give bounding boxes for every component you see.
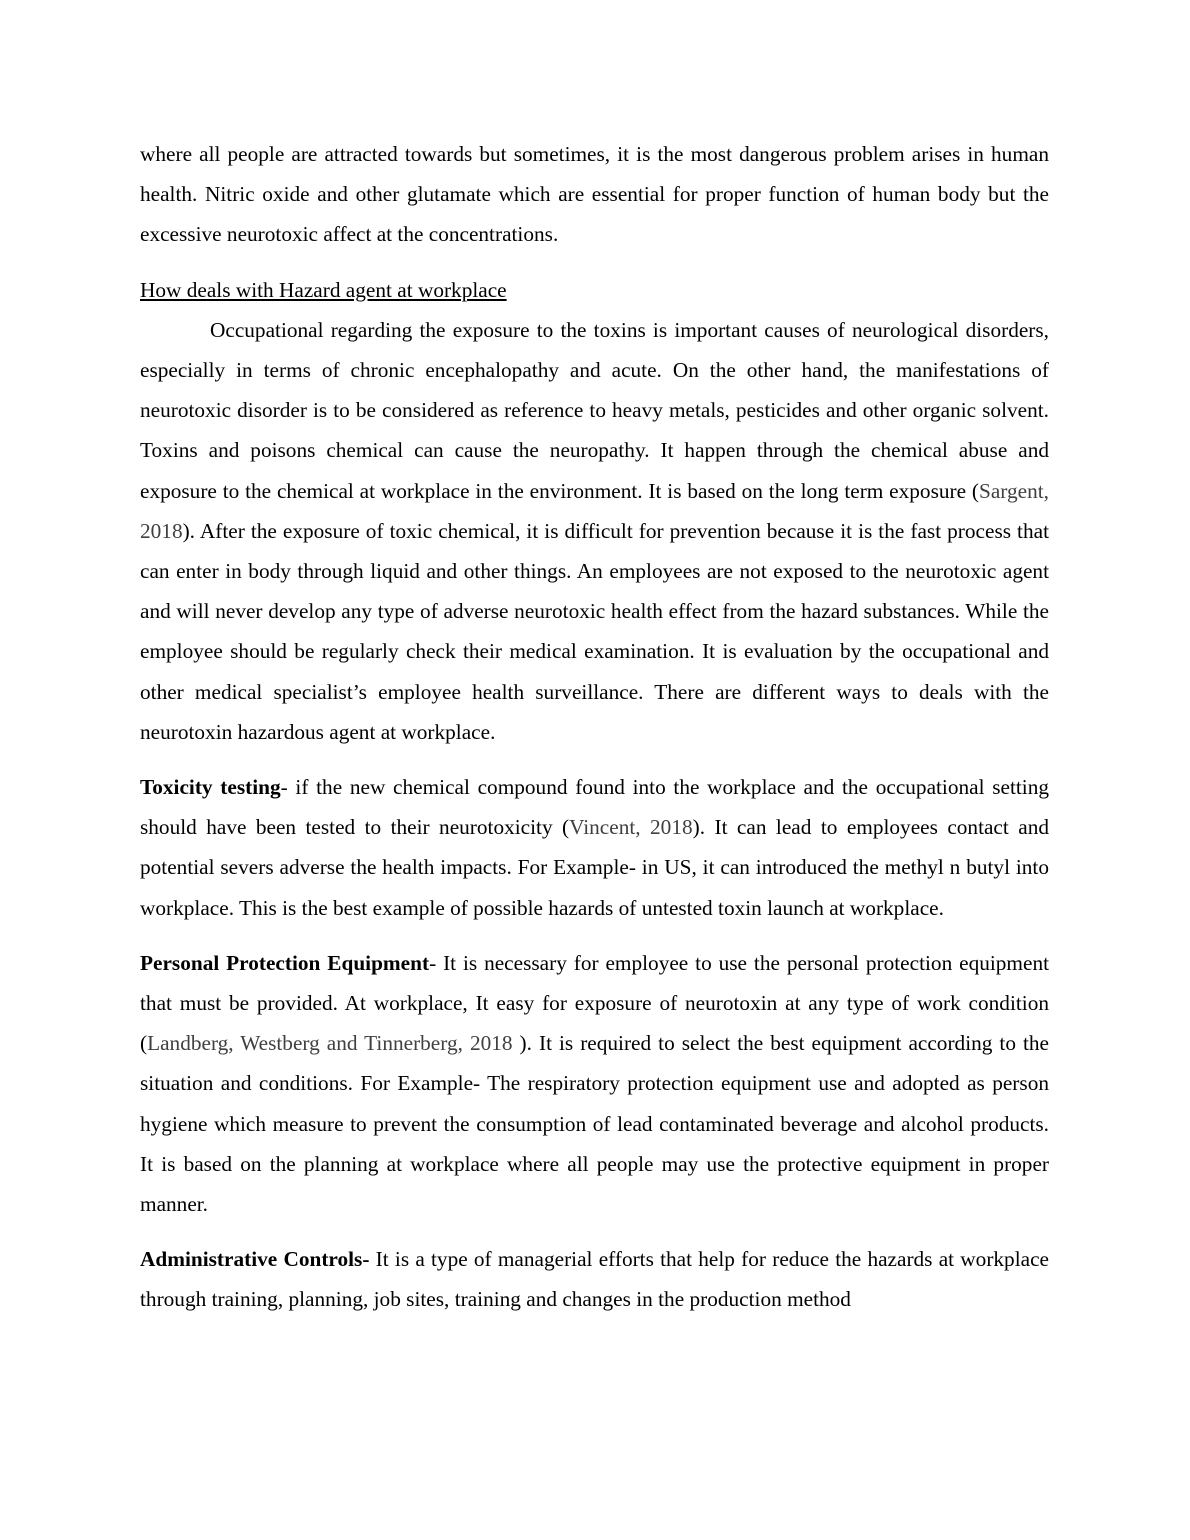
- document-page: [140, 134, 1049, 1320]
- citation-sargent: Sargent, 2018: [140, 478, 1049, 543]
- section-heading: How deals with Hazard agent at workplace: [140, 277, 507, 302]
- paragraph-ppe: [140, 943, 1049, 1224]
- paragraph-text: ). It is required to select the best equipment according to the situation and conditions. For Example- The respiratory protection equipment use and adopted as person hygiene which measure to prevent the consumption of lead contaminated beverage and alcohol products. It is based on the planning at workplace where all people may use the protective equipment in proper manner.: [140, 1031, 1049, 1217]
- citation-landberg: Landberg, Westberg and Tinnerberg, 2018: [147, 1031, 513, 1056]
- paragraph-text: - if the new chemical compound found into the workplace and the occupational setting should have been tested to their neurotoxicity (: [140, 775, 1050, 840]
- term-ppe: Personal Protection Equipment: [140, 950, 430, 975]
- paragraph-text: ). It can lead to employees contact and potential severs adverse the health impacts. For Example- in US, it can introduced the methyl n butyl into workplace. This is the best example of possible hazards of untested toxin launch at workplace.: [140, 815, 1049, 920]
- term-toxicity-testing: Toxicity testing: [140, 775, 281, 800]
- paragraph-text: Occupational regarding the exposure to the toxins is important causes of neurological disorders, especially in terms of chronic encephalopathy and acute. On the other hand, the manifestations of neurotoxic disorder is to be considered as reference to heavy metals, pesticides and other organic solvent. Toxins and poisons chemical can cause the neuropathy. It happen through the chemical abuse and exposure to the chemical at workplace in the environment. It is based on the long term exposure (: [140, 317, 1049, 503]
- paragraph-text: - It is necessary for employee to use the personal protection equipment that must be provided. At workplace, It easy for exposure of neurotoxin at any type of work condition (: [140, 950, 1050, 1056]
- paragraph-text: ). After the exposure of toxic chemical, it is difficult for prevention because it is the fast process that can enter in body through liquid and other things. An employees are not exposed to the neurotoxic agent and will never develop any type of adverse neurotoxic health effect from the hazard substances. While the employee should be regularly check their medical examination. It is evaluation by the occupational and other medical specialist’s employee health surveillance. There are different ways to deals with the neurotoxin hazardous agent at workplace.: [140, 518, 1049, 744]
- paragraph-administrative-controls: [140, 1239, 1049, 1319]
- term-administrative-controls: Administrative Controls-: [140, 1247, 370, 1272]
- citation-vincent: Vincent, 2018: [569, 815, 693, 840]
- paragraph-toxicity-testing: [140, 767, 1049, 928]
- paragraph-intro: where all people are attracted towards but sometimes, it is the most dangerous problem arises in human health. Nitric oxide and other glutamate which are essential for proper function of human body but the excessive neurotoxic affect at the concentrations.: [140, 142, 1049, 247]
- paragraph-occupational-exposure: [140, 310, 1049, 752]
- paragraph-text: It is a type of managerial efforts that help for reduce the hazards at workplace through training, planning, job sites, training and changes in the production method: [140, 1247, 1049, 1312]
